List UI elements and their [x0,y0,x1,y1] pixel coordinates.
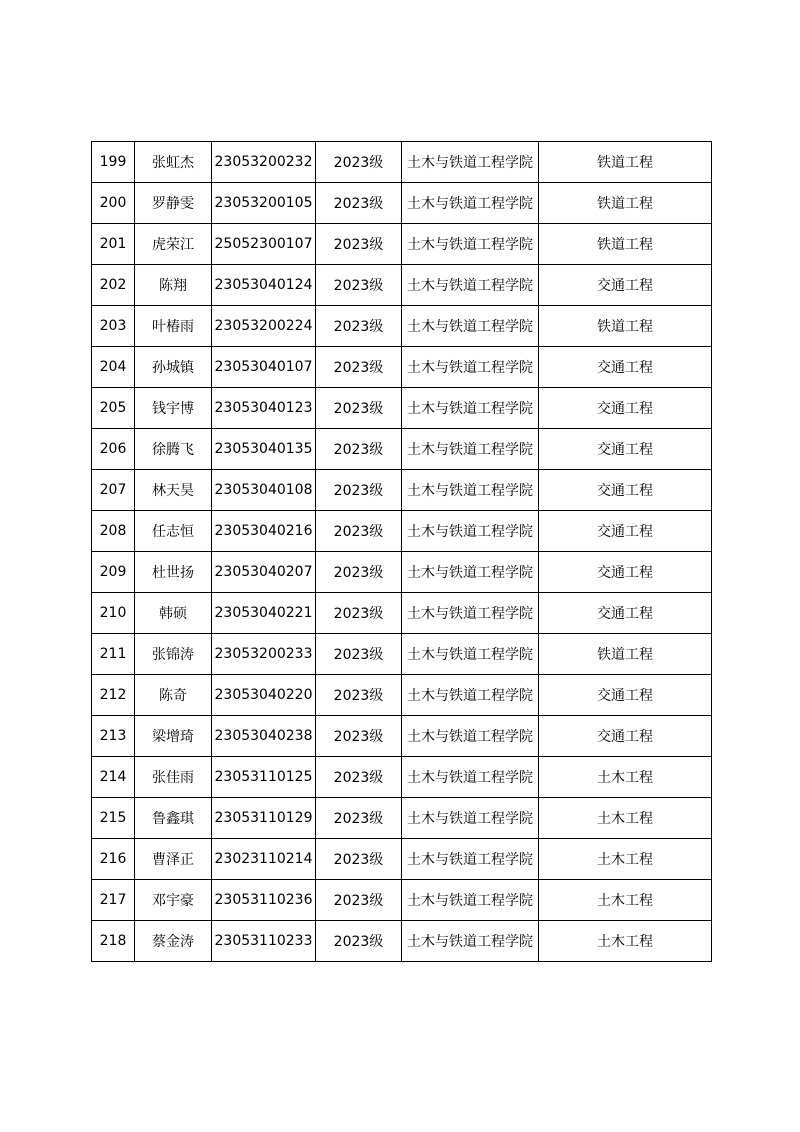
student-name-cell: 韩硕 [135,593,212,634]
grade-cell: 2023级 [316,552,402,593]
student-name-cell: 林天昊 [135,470,212,511]
school-cell: 土木与铁道工程学院 [402,142,539,183]
row-index-cell: 215 [92,798,135,839]
grade-cell: 2023级 [316,306,402,347]
row-index-cell: 207 [92,470,135,511]
grade-cell: 2023级 [316,593,402,634]
grade-cell: 2023级 [316,511,402,552]
student-name-cell: 陈翔 [135,265,212,306]
major-cell: 土木工程 [539,798,712,839]
table-row [92,347,712,388]
student-name-cell: 徐腾飞 [135,429,212,470]
student-id-cell: 23053110129 [212,798,316,839]
table-row [92,757,712,798]
table-row [92,265,712,306]
row-index-cell: 212 [92,675,135,716]
school-cell: 土木与铁道工程学院 [402,593,539,634]
student-id-cell: 23053040123 [212,388,316,429]
row-index-cell: 206 [92,429,135,470]
major-cell: 铁道工程 [539,183,712,224]
grade-cell: 2023级 [316,921,402,962]
school-cell: 土木与铁道工程学院 [402,429,539,470]
school-cell: 土木与铁道工程学院 [402,921,539,962]
school-cell: 土木与铁道工程学院 [402,716,539,757]
grade-cell: 2023级 [316,798,402,839]
student-name-cell: 叶椿雨 [135,306,212,347]
table-row [92,511,712,552]
major-cell: 交通工程 [539,265,712,306]
student-roster-table [91,141,712,962]
student-id-cell: 23053040207 [212,552,316,593]
student-id-cell: 23053200105 [212,183,316,224]
grade-cell: 2023级 [316,265,402,306]
student-id-cell: 23053040135 [212,429,316,470]
grade-cell: 2023级 [316,880,402,921]
grade-cell: 2023级 [316,675,402,716]
grade-cell: 2023级 [316,470,402,511]
grade-cell: 2023级 [316,224,402,265]
school-cell: 土木与铁道工程学院 [402,757,539,798]
table-row [92,306,712,347]
grade-cell: 2023级 [316,347,402,388]
school-cell: 土木与铁道工程学院 [402,634,539,675]
row-index-cell: 210 [92,593,135,634]
major-cell: 交通工程 [539,388,712,429]
student-id-cell: 23053040107 [212,347,316,388]
row-index-cell: 211 [92,634,135,675]
table-row [92,880,712,921]
student-name-cell: 虎荣江 [135,224,212,265]
row-index-cell: 205 [92,388,135,429]
major-cell: 铁道工程 [539,634,712,675]
school-cell: 土木与铁道工程学院 [402,798,539,839]
major-cell: 交通工程 [539,552,712,593]
row-index-cell: 214 [92,757,135,798]
table-row [92,470,712,511]
major-cell: 交通工程 [539,511,712,552]
student-name-cell: 陈奇 [135,675,212,716]
table-row [92,429,712,470]
student-name-cell: 曹泽正 [135,839,212,880]
row-index-cell: 203 [92,306,135,347]
student-name-cell: 张虹杰 [135,142,212,183]
school-cell: 土木与铁道工程学院 [402,347,539,388]
student-id-cell: 25052300107 [212,224,316,265]
row-index-cell: 199 [92,142,135,183]
row-index-cell: 201 [92,224,135,265]
major-cell: 铁道工程 [539,224,712,265]
row-index-cell: 200 [92,183,135,224]
table-row [92,921,712,962]
student-name-cell: 杜世扬 [135,552,212,593]
student-name-cell: 任志恒 [135,511,212,552]
school-cell: 土木与铁道工程学院 [402,265,539,306]
school-cell: 土木与铁道工程学院 [402,880,539,921]
school-cell: 土木与铁道工程学院 [402,839,539,880]
student-id-cell: 23053200232 [212,142,316,183]
school-cell: 土木与铁道工程学院 [402,306,539,347]
student-id-cell: 23053110233 [212,921,316,962]
grade-cell: 2023级 [316,142,402,183]
major-cell: 土木工程 [539,839,712,880]
major-cell: 交通工程 [539,716,712,757]
student-id-cell: 23053040108 [212,470,316,511]
student-id-cell: 23053200233 [212,634,316,675]
student-name-cell: 蔡金涛 [135,921,212,962]
row-index-cell: 218 [92,921,135,962]
grade-cell: 2023级 [316,634,402,675]
grade-cell: 2023级 [316,429,402,470]
row-index-cell: 209 [92,552,135,593]
row-index-cell: 216 [92,839,135,880]
major-cell: 交通工程 [539,429,712,470]
table-row [92,593,712,634]
row-index-cell: 208 [92,511,135,552]
student-id-cell: 23053040220 [212,675,316,716]
major-cell: 铁道工程 [539,306,712,347]
student-name-cell: 钱宇博 [135,388,212,429]
student-id-cell: 23023110214 [212,839,316,880]
table-row [92,142,712,183]
student-id-cell: 23053040221 [212,593,316,634]
table-row [92,675,712,716]
student-id-cell: 23053110236 [212,880,316,921]
school-cell: 土木与铁道工程学院 [402,552,539,593]
school-cell: 土木与铁道工程学院 [402,183,539,224]
major-cell: 土木工程 [539,921,712,962]
row-index-cell: 217 [92,880,135,921]
row-index-cell: 213 [92,716,135,757]
table-row [92,388,712,429]
school-cell: 土木与铁道工程学院 [402,511,539,552]
major-cell: 铁道工程 [539,142,712,183]
major-cell: 土木工程 [539,757,712,798]
grade-cell: 2023级 [316,388,402,429]
major-cell: 交通工程 [539,593,712,634]
student-name-cell: 鲁鑫琪 [135,798,212,839]
student-name-cell: 孙城镇 [135,347,212,388]
student-id-cell: 23053040124 [212,265,316,306]
school-cell: 土木与铁道工程学院 [402,388,539,429]
roster-table-body [92,142,712,962]
major-cell: 交通工程 [539,347,712,388]
student-name-cell: 张锦涛 [135,634,212,675]
table-row [92,839,712,880]
major-cell: 交通工程 [539,470,712,511]
student-name-cell: 罗静雯 [135,183,212,224]
student-id-cell: 23053200224 [212,306,316,347]
grade-cell: 2023级 [316,839,402,880]
student-name-cell: 张佳雨 [135,757,212,798]
row-index-cell: 202 [92,265,135,306]
student-id-cell: 23053040216 [212,511,316,552]
table-row [92,552,712,593]
row-index-cell: 204 [92,347,135,388]
table-row [92,716,712,757]
table-row [92,224,712,265]
student-name-cell: 梁增琦 [135,716,212,757]
school-cell: 土木与铁道工程学院 [402,675,539,716]
student-name-cell: 邓宇豪 [135,880,212,921]
student-id-cell: 23053040238 [212,716,316,757]
major-cell: 交通工程 [539,675,712,716]
school-cell: 土木与铁道工程学院 [402,224,539,265]
table-row [92,798,712,839]
grade-cell: 2023级 [316,716,402,757]
grade-cell: 2023级 [316,183,402,224]
table-row [92,183,712,224]
student-id-cell: 23053110125 [212,757,316,798]
table-row [92,634,712,675]
school-cell: 土木与铁道工程学院 [402,470,539,511]
major-cell: 土木工程 [539,880,712,921]
grade-cell: 2023级 [316,757,402,798]
